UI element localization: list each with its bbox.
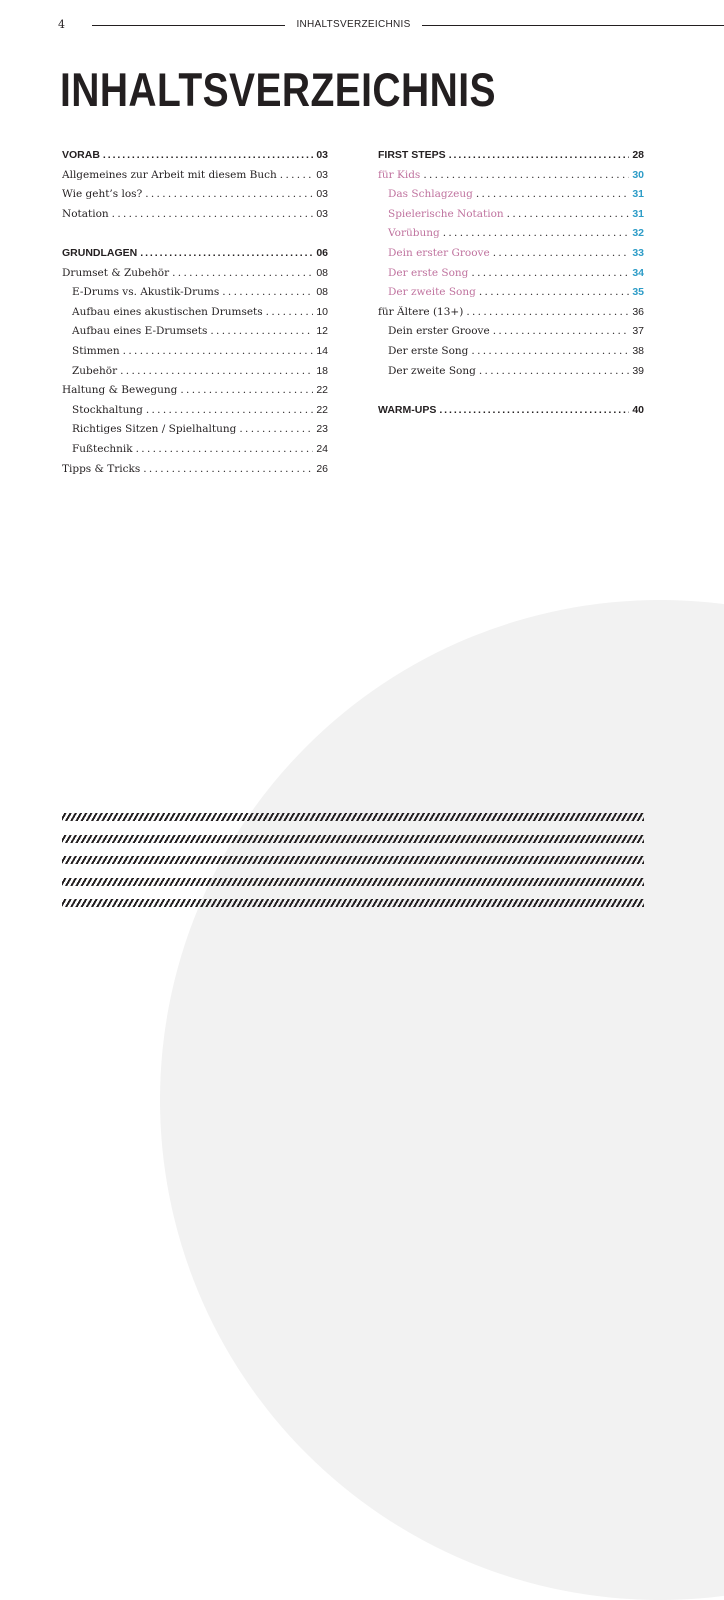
- toc-entry[interactable]: [62, 463, 328, 483]
- toc-page: 37: [632, 325, 644, 338]
- toc-label: Drumset & Zubehör: [62, 266, 170, 279]
- leader-dots: [443, 227, 630, 239]
- leader-dots: [449, 149, 630, 161]
- toc-entry-warm-ups[interactable]: [378, 404, 644, 424]
- toc-page: 03: [316, 207, 328, 220]
- running-title: INHALTSVERZEICHNIS: [296, 19, 411, 30]
- leader-dots: [146, 404, 313, 416]
- leader-dots: [507, 208, 630, 220]
- decorative-hatch-lines: [62, 813, 644, 921]
- toc-page: 03: [316, 188, 328, 201]
- toc-label: Der erste Song: [388, 344, 469, 357]
- leader-dots: [280, 169, 314, 181]
- toc-label: Haltung & Bewegung: [62, 384, 178, 397]
- header-rule-left: [92, 25, 285, 26]
- toc-entry[interactable]: [62, 365, 328, 385]
- leader-dots: [123, 345, 314, 357]
- toc-entry[interactable]: [62, 325, 328, 345]
- toc-label: FIRST STEPS: [378, 149, 446, 161]
- leader-dots: [136, 443, 314, 455]
- toc-entry[interactable]: [378, 286, 644, 306]
- toc-label: E-Drums vs. Akustik-Drums: [72, 286, 220, 299]
- toc-entry[interactable]: [62, 443, 328, 463]
- toc-page: 08: [316, 286, 328, 299]
- toc-label: Spielerische Notation: [388, 207, 504, 220]
- page-number: 4: [58, 18, 65, 31]
- toc-label: für Kids: [378, 168, 421, 181]
- toc-page: 28: [632, 149, 644, 161]
- toc-label: Wie geht’s los?: [62, 188, 143, 201]
- toc-entry[interactable]: [378, 227, 644, 247]
- leader-dots: [120, 365, 313, 377]
- toc-column-left: [62, 149, 328, 482]
- toc-entry[interactable]: [378, 345, 644, 365]
- header-rule-right: [422, 25, 724, 26]
- toc-label: Stimmen: [72, 344, 120, 357]
- toc-entry-aeltere[interactable]: [378, 306, 644, 326]
- toc-label: Notation: [62, 207, 109, 220]
- toc-page: 14: [316, 344, 328, 357]
- hatch-line: [62, 878, 644, 886]
- toc-page: 31: [632, 207, 644, 220]
- hatch-line: [62, 835, 644, 843]
- toc-label: für Ältere (13+): [378, 305, 464, 318]
- toc-page: 23: [316, 423, 328, 436]
- toc-entry[interactable]: [62, 208, 328, 228]
- toc-entry[interactable]: [62, 188, 328, 208]
- leader-dots: [493, 325, 630, 337]
- leader-dots: [210, 325, 313, 337]
- toc-label: Tipps & Tricks: [62, 462, 141, 475]
- toc-label: Stockhaltung: [72, 403, 143, 416]
- toc-page: 36: [632, 305, 644, 318]
- toc-label: Dein erster Groove: [388, 325, 490, 338]
- toc-entry[interactable]: [378, 325, 644, 345]
- toc-label: Vorübung: [388, 227, 440, 240]
- toc-entry[interactable]: [378, 365, 644, 385]
- toc-label: Dein erster Groove: [388, 246, 490, 259]
- toc-page: 03: [316, 149, 328, 161]
- toc-label: Aufbau eines E-Drumsets: [72, 325, 208, 338]
- toc-page: 22: [316, 384, 328, 397]
- toc-entry-kids[interactable]: [378, 169, 644, 189]
- hatch-line: [62, 813, 644, 821]
- leader-dots: [466, 306, 629, 318]
- toc-page: 10: [316, 305, 328, 318]
- toc-page: 39: [632, 364, 644, 377]
- leader-dots: [172, 267, 313, 279]
- toc-entry[interactable]: [378, 267, 644, 287]
- toc-label: Der zweite Song: [388, 286, 476, 299]
- toc-label: Der zweite Song: [388, 364, 476, 377]
- toc-page: 30: [632, 168, 644, 181]
- toc-entry[interactable]: [62, 423, 328, 443]
- leader-dots: [103, 149, 313, 161]
- leader-dots: [145, 188, 313, 200]
- toc-label: Fußtechnik: [72, 442, 133, 455]
- toc-label: VORAB: [62, 149, 100, 161]
- leader-dots: [112, 208, 314, 220]
- leader-dots: [479, 286, 629, 298]
- toc-entry[interactable]: [378, 208, 644, 228]
- toc-entry-grundlagen[interactable]: [62, 247, 328, 267]
- hatch-line: [62, 856, 644, 864]
- toc-entry-first-steps[interactable]: [378, 149, 644, 169]
- toc-entry[interactable]: [62, 345, 328, 365]
- leader-dots: [222, 286, 313, 298]
- toc-page: 24: [316, 442, 328, 455]
- toc-page: 35: [632, 286, 644, 299]
- toc-label: Allgemeines zur Arbeit mit diesem Buch: [62, 168, 277, 181]
- toc-entry[interactable]: [62, 306, 328, 326]
- toc-entry[interactable]: [62, 404, 328, 424]
- toc-entry[interactable]: [62, 267, 328, 287]
- toc-entry-vorab[interactable]: [62, 149, 328, 169]
- leader-dots: [239, 423, 313, 435]
- toc-label: WARM-UPS: [378, 403, 437, 416]
- leader-dots: [266, 306, 314, 318]
- toc-entry[interactable]: [62, 286, 328, 306]
- background-circle: [160, 600, 724, 1600]
- toc-page: 40: [632, 403, 644, 416]
- toc-label: Richtiges Sitzen / Spielhaltung: [72, 423, 237, 436]
- leader-dots: [140, 247, 313, 259]
- page-header: [0, 17, 724, 33]
- leader-dots: [143, 463, 313, 475]
- toc-page: 32: [632, 227, 644, 240]
- toc-page: 08: [316, 266, 328, 279]
- toc-label: Der erste Song: [388, 266, 469, 279]
- leader-dots: [471, 345, 629, 357]
- toc-label: Aufbau eines akustischen Drumsets: [72, 305, 263, 318]
- toc-label: Das Schlagzeug: [388, 188, 473, 201]
- leader-dots: [479, 365, 629, 377]
- toc-page: 03: [316, 168, 328, 181]
- toc-page: 38: [632, 344, 644, 357]
- toc-page: 34: [632, 266, 644, 279]
- toc-entry[interactable]: [378, 247, 644, 267]
- toc-page: 06: [316, 246, 328, 259]
- toc-entry[interactable]: [62, 384, 328, 404]
- toc-page: 18: [316, 364, 328, 377]
- toc-page: 31: [632, 188, 644, 201]
- toc-label: GRUNDLAGEN: [62, 246, 138, 259]
- toc-entry[interactable]: [62, 169, 328, 189]
- leader-dots: [439, 404, 629, 416]
- toc-entry[interactable]: [378, 188, 644, 208]
- toc-page: 22: [316, 403, 328, 416]
- hatch-line: [62, 899, 644, 907]
- toc-page: 12: [316, 325, 328, 338]
- toc-page: 26: [316, 462, 328, 475]
- toc-column-right: [378, 149, 644, 423]
- leader-dots: [493, 247, 630, 259]
- toc-page: 33: [632, 246, 644, 259]
- leader-dots: [476, 188, 630, 200]
- leader-dots: [423, 169, 629, 181]
- toc-label: Zubehör: [72, 364, 118, 377]
- leader-dots: [471, 267, 629, 279]
- page-title: INHALTSVERZEICHNIS: [60, 63, 496, 116]
- leader-dots: [180, 384, 313, 396]
